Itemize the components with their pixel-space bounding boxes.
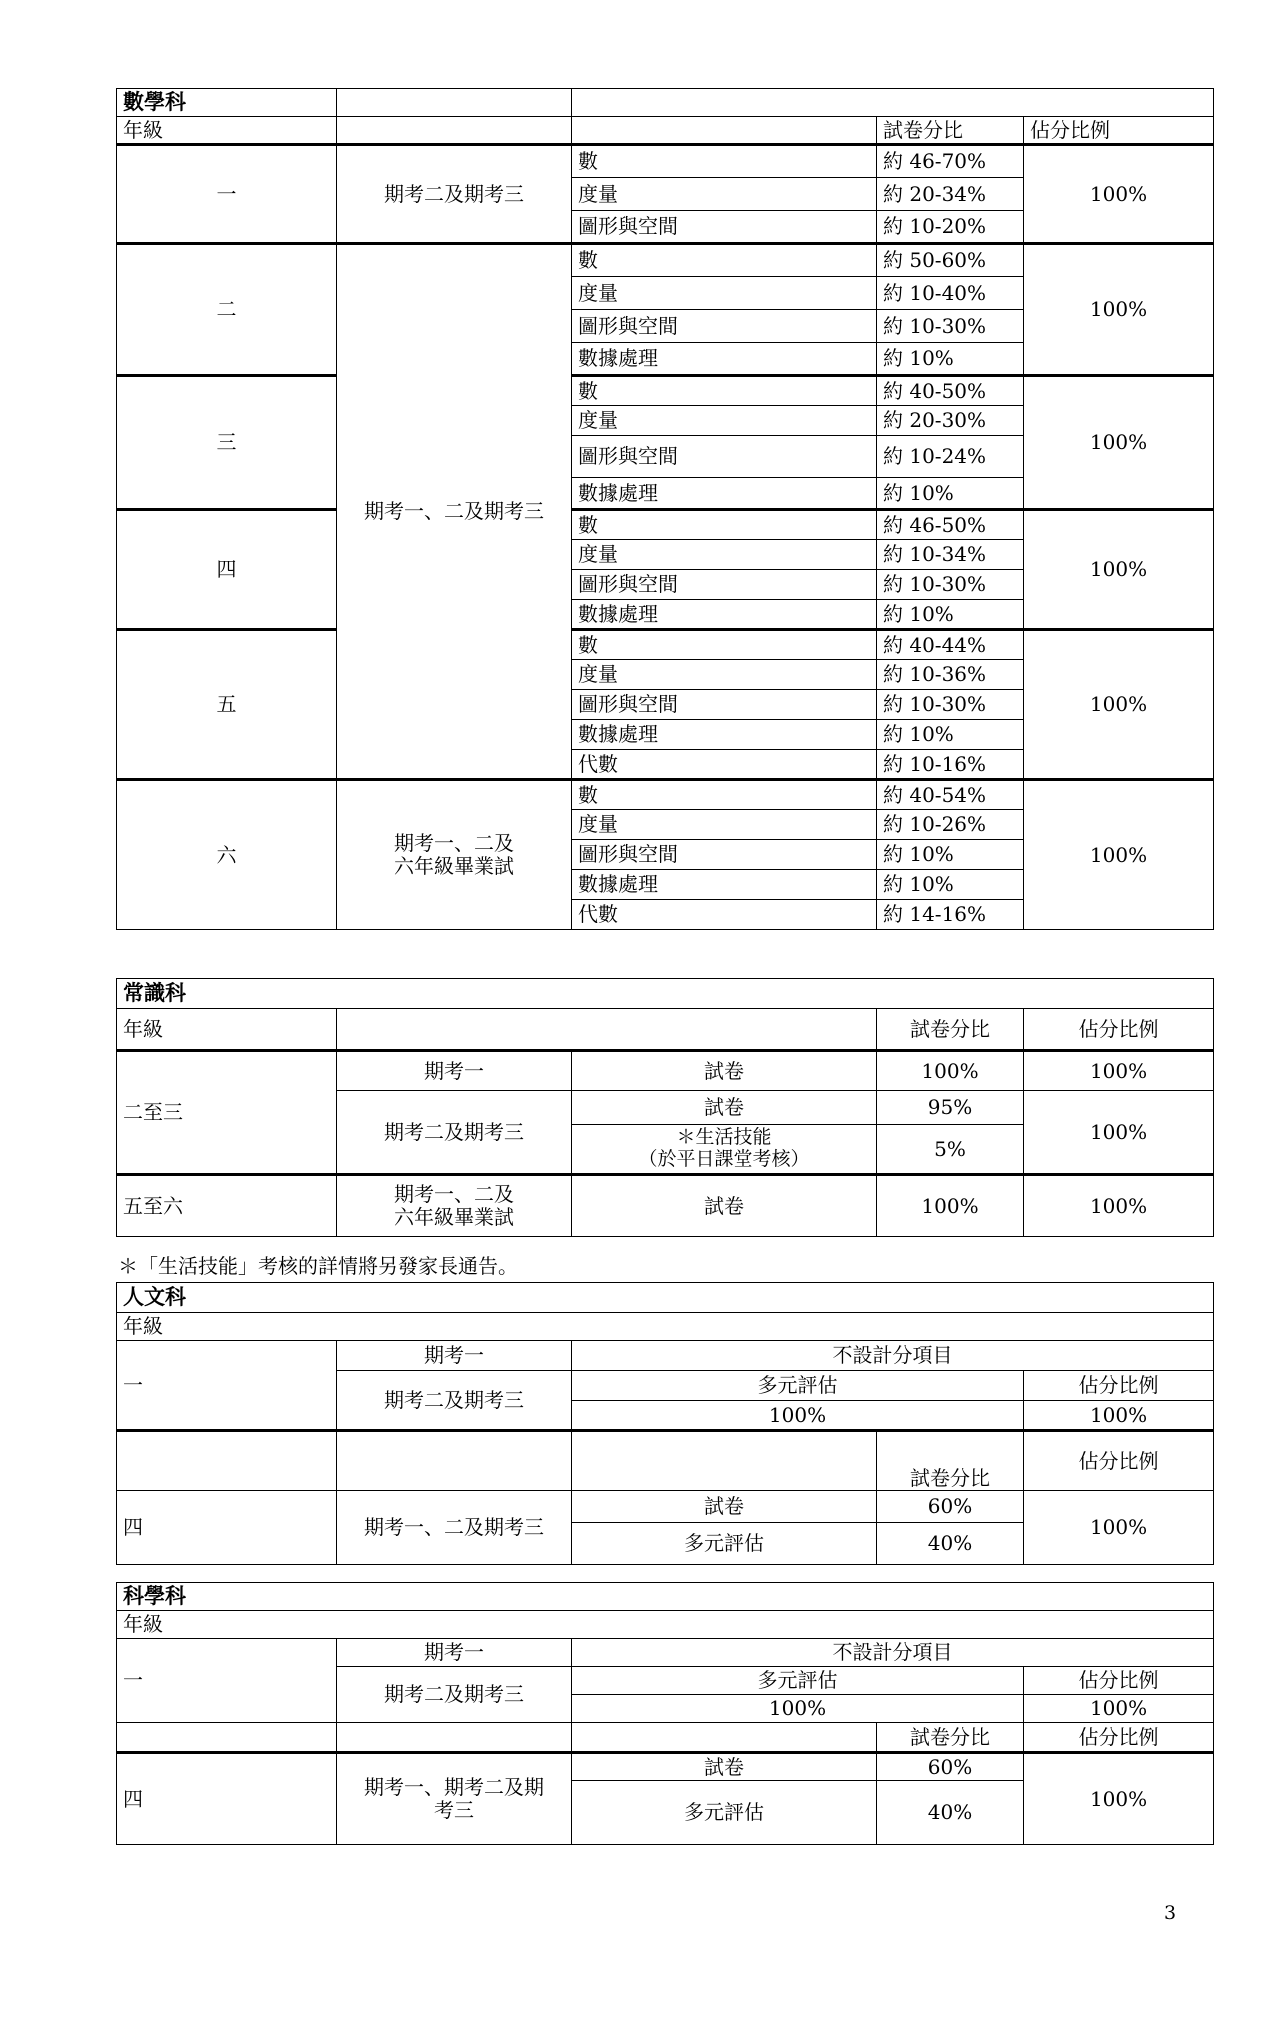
math-table xyxy=(116,88,1214,930)
math-paper-ratio-header: 試卷分比 xyxy=(877,117,1024,145)
hum-g4-weight: 100% xyxy=(1024,1491,1214,1565)
math-grade-1: 一 xyxy=(117,145,337,244)
hum-no-score: 不設計分項目 xyxy=(572,1341,1214,1371)
gs-5-6-item: 試卷 xyxy=(572,1175,877,1237)
sci-g1-weight: 100% xyxy=(1024,1695,1214,1723)
math-weight-header: 佔分比例 xyxy=(1024,117,1214,145)
hum-grade-1: 一 xyxy=(117,1341,337,1431)
hum-title: 人文科 xyxy=(117,1283,1214,1313)
math-pct: 約 10-30% xyxy=(877,310,1024,343)
math-topic: 數據處理 xyxy=(572,478,877,510)
gs-paper-ratio-header: 試卷分比 xyxy=(877,1009,1024,1051)
gs-skills-line1: ＊生活技能 xyxy=(676,1126,772,1149)
gs-grade-2-3: 二至三 xyxy=(117,1051,337,1175)
math-topic: 數 xyxy=(572,145,877,178)
sci-paper-ratio-header: 試卷分比 xyxy=(877,1723,1024,1753)
hum-paper-ratio-header: 試卷分比 xyxy=(877,1431,1024,1491)
sci-grade-1: 一 xyxy=(117,1639,337,1723)
sci-multi-header: 多元評估 xyxy=(572,1667,1024,1695)
hum-multi-pct: 100% xyxy=(572,1401,1024,1431)
gs-skills xyxy=(572,1125,877,1175)
sci-g4-multi-pct: 40% xyxy=(877,1781,1024,1845)
math-topic: 度量 xyxy=(572,540,877,570)
sci-g4-multi: 多元評估 xyxy=(572,1781,877,1845)
math-grade-4: 四 xyxy=(117,510,337,630)
math-pct: 約 40-54% xyxy=(877,780,1024,810)
math-topic: 圖形與空間 xyxy=(572,690,877,720)
sci-grade-header: 年級 xyxy=(117,1611,1214,1639)
math-exam-2-5: 期考一、二及期考三 xyxy=(337,244,572,780)
hum-g4-weight-header: 佔分比例 xyxy=(1024,1431,1214,1491)
hum-grade-4: 四 xyxy=(117,1491,337,1565)
gs-exam1-item: 試卷 xyxy=(572,1051,877,1091)
math-topic: 度量 xyxy=(572,810,877,840)
math-topic: 數 xyxy=(572,244,877,277)
math-topic: 數 xyxy=(572,630,877,660)
gs-weight-header: 佔分比例 xyxy=(1024,1009,1214,1051)
math-pct: 約 50-60% xyxy=(877,244,1024,277)
sci-exam1: 期考一 xyxy=(337,1639,572,1667)
gs-exam23: 期考二及期考三 xyxy=(337,1091,572,1175)
math-weight-1: 100% xyxy=(1024,145,1214,244)
math-pct: 約 10% xyxy=(877,870,1024,900)
math-weight-4: 100% xyxy=(1024,510,1214,630)
gs-paper-pct: 95% xyxy=(877,1091,1024,1125)
math-grade-5: 五 xyxy=(117,630,337,780)
math-pct: 約 14-16% xyxy=(877,900,1024,930)
math-pct: 約 10-40% xyxy=(877,277,1024,310)
sci-g4-exam-line2: 考三 xyxy=(434,1798,474,1822)
math-topic: 度量 xyxy=(572,277,877,310)
gs-exam-5-6-line2: 六年級畢業試 xyxy=(394,1205,514,1229)
math-topic: 圖形與空間 xyxy=(572,211,877,244)
math-pct: 約 10-30% xyxy=(877,690,1024,720)
hum-grade-header: 年級 xyxy=(117,1313,1214,1341)
math-topic: 圖形與空間 xyxy=(572,570,877,600)
math-pct: 約 10-26% xyxy=(877,810,1024,840)
math-pct: 約 10% xyxy=(877,600,1024,630)
hum-g4-multi-pct: 40% xyxy=(877,1523,1024,1565)
sci-multi-pct: 100% xyxy=(572,1695,1024,1723)
math-title: 數學科 xyxy=(117,89,337,117)
gs-exam-5-6-line1: 期考一、二及 xyxy=(394,1182,514,1206)
gs-5-6-weight: 100% xyxy=(1024,1175,1214,1237)
gs-skills-pct: 5% xyxy=(877,1125,1024,1175)
gs-5-6-pct: 100% xyxy=(877,1175,1024,1237)
math-pct: 約 10% xyxy=(877,720,1024,750)
hum-exam23: 期考二及期考三 xyxy=(337,1371,572,1431)
gs-grade-5-6: 五至六 xyxy=(117,1175,337,1237)
hum-g4-paper: 試卷 xyxy=(572,1491,877,1523)
math-topic: 數據處理 xyxy=(572,600,877,630)
gs-exam1-weight: 100% xyxy=(1024,1051,1214,1091)
sci-exam23: 期考二及期考三 xyxy=(337,1667,572,1723)
math-weight-6: 100% xyxy=(1024,780,1214,930)
math-topic: 數 xyxy=(572,376,877,406)
math-pct: 約 10-24% xyxy=(877,436,1024,478)
math-weight-5: 100% xyxy=(1024,630,1214,780)
math-topic: 數據處理 xyxy=(572,720,877,750)
gs-exam23-weight: 100% xyxy=(1024,1091,1214,1175)
math-pct: 約 20-30% xyxy=(877,406,1024,436)
math-pct: 約 20-34% xyxy=(877,178,1024,211)
math-topic: 數 xyxy=(572,780,877,810)
math-topic: 度量 xyxy=(572,178,877,211)
gs-paper: 試卷 xyxy=(572,1091,877,1125)
gs-skills-line2: （於平日課堂考核） xyxy=(638,1148,810,1170)
sci-g4-paper: 試卷 xyxy=(572,1753,877,1781)
math-topic: 代數 xyxy=(572,900,877,930)
math-pct: 約 46-50% xyxy=(877,510,1024,540)
math-topic: 圖形與空間 xyxy=(572,840,877,870)
gs-note: ＊「生活技能」考核的詳情將另發家長通告。 xyxy=(118,1254,518,1278)
math-topic: 度量 xyxy=(572,660,877,690)
gs-table xyxy=(116,978,1214,1237)
gs-title: 常識科 xyxy=(117,979,1214,1009)
math-pct: 約 10-16% xyxy=(877,750,1024,780)
gs-exam-5-6 xyxy=(337,1175,572,1237)
sci-weight-header: 佔分比例 xyxy=(1024,1667,1214,1695)
sci-g4-exam xyxy=(337,1753,572,1845)
math-pct: 約 10-20% xyxy=(877,211,1024,244)
sci-title: 科學科 xyxy=(117,1583,1214,1611)
sci-g4-paper-pct: 60% xyxy=(877,1753,1024,1781)
hum-multi-header: 多元評估 xyxy=(572,1371,1024,1401)
math-topic: 數據處理 xyxy=(572,870,877,900)
math-exam-1: 期考二及期考三 xyxy=(337,145,572,244)
math-pct: 約 10-30% xyxy=(877,570,1024,600)
hum-g4-multi: 多元評估 xyxy=(572,1523,877,1565)
math-topic: 代數 xyxy=(572,750,877,780)
math-weight-3: 100% xyxy=(1024,376,1214,510)
math-pct: 約 10% xyxy=(877,840,1024,870)
page-number: 3 xyxy=(1164,1902,1177,1924)
math-pct: 約 10% xyxy=(877,343,1024,376)
sci-no-score: 不設計分項目 xyxy=(572,1639,1214,1667)
math-topic: 數 xyxy=(572,510,877,540)
math-pct: 約 46-70% xyxy=(877,145,1024,178)
gs-exam1-pct: 100% xyxy=(877,1051,1024,1091)
hum-g4-paper-pct: 60% xyxy=(877,1491,1024,1523)
sci-g4-weight-header: 佔分比例 xyxy=(1024,1723,1214,1753)
math-grade-3: 三 xyxy=(117,376,337,510)
gs-grade-header: 年級 xyxy=(117,1009,337,1051)
math-pct: 約 40-50% xyxy=(877,376,1024,406)
math-exam-6-line2: 六年級畢業試 xyxy=(394,854,514,878)
math-topic: 數據處理 xyxy=(572,343,877,376)
sci-grade-4: 四 xyxy=(117,1753,337,1845)
math-weight-2: 100% xyxy=(1024,244,1214,376)
hum-g1-weight: 100% xyxy=(1024,1401,1214,1431)
math-grade-2: 二 xyxy=(117,244,337,376)
math-grade-6: 六 xyxy=(117,780,337,930)
hum-g4-exam: 期考一、二及期考三 xyxy=(337,1491,572,1565)
sci-table xyxy=(116,1582,1214,1845)
math-topic: 圖形與空間 xyxy=(572,310,877,343)
math-pct: 約 10% xyxy=(877,478,1024,510)
math-pct: 約 10-36% xyxy=(877,660,1024,690)
math-pct: 約 10-34% xyxy=(877,540,1024,570)
math-exam-6 xyxy=(337,780,572,930)
math-topic: 度量 xyxy=(572,406,877,436)
math-topic: 圖形與空間 xyxy=(572,436,877,478)
gs-exam1: 期考一 xyxy=(337,1051,572,1091)
hum-exam1: 期考一 xyxy=(337,1341,572,1371)
math-grade-header: 年級 xyxy=(117,117,337,145)
sci-g4-exam-line1: 期考一、期考二及期 xyxy=(364,1775,544,1799)
math-exam-6-line1: 期考一、二及 xyxy=(394,831,514,855)
hum-weight-header: 佔分比例 xyxy=(1024,1371,1214,1401)
sci-g4-weight: 100% xyxy=(1024,1753,1214,1845)
math-pct: 約 40-44% xyxy=(877,630,1024,660)
hum-table xyxy=(116,1282,1214,1565)
